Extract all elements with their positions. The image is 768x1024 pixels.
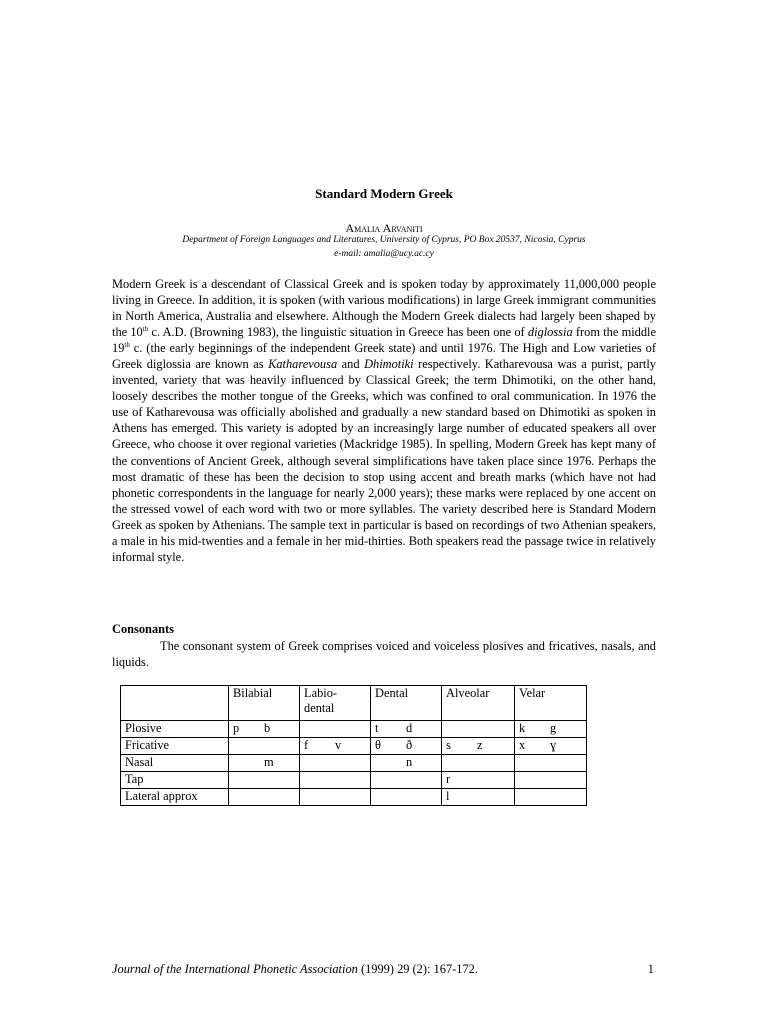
- phoneme: x: [519, 738, 526, 752]
- phoneme: k: [519, 721, 526, 735]
- table-cell: r: [442, 772, 515, 789]
- table-cell: [515, 721, 587, 738]
- table-cell: [371, 755, 442, 772]
- table-cell: [515, 789, 587, 806]
- table-row: [121, 772, 587, 789]
- consonants-paragraph: [112, 638, 656, 670]
- table-header-cell: Dental: [371, 686, 442, 721]
- phoneme: s: [446, 738, 451, 752]
- paper-title: Standard Modern Greek: [315, 186, 453, 201]
- table-cell: [300, 772, 371, 789]
- table-cell: [229, 772, 300, 789]
- table-cell: [300, 738, 371, 755]
- manner-label: Nasal: [121, 755, 229, 772]
- intro-text: Modern Greek is a descendant of Classical Greek and is spoken today by approximately 11,000,000 people living in Greece. In addition, it is spoken (with various modifications) in large Greek immigrant communities in North America, Australia and elsewhere. Although the Modern Greek dialects had largely been shaped by the 10: [112, 277, 656, 340]
- table-cell: [371, 721, 442, 738]
- intro-text: from the middle 19: [112, 325, 656, 356]
- table-header-row: [121, 686, 587, 721]
- phoneme: θ: [375, 738, 381, 752]
- table-cell: [442, 755, 515, 772]
- table-cell: [442, 738, 515, 755]
- phoneme: n: [406, 755, 413, 769]
- table-header-cell: Bilabial: [229, 686, 300, 721]
- table-cell: [515, 772, 587, 789]
- table-header-cell: Alveolar: [442, 686, 515, 721]
- manner-label: Fricative: [121, 738, 229, 755]
- table-row: [121, 789, 587, 806]
- table-cell: [515, 755, 587, 772]
- table-cell: [300, 755, 371, 772]
- page-footer: [112, 962, 656, 977]
- phoneme: t: [375, 721, 379, 735]
- journal-citation: (1999) 29 (2): 167-172.: [357, 962, 478, 976]
- table-cell: [229, 755, 300, 772]
- manner-label: Lateral approx: [121, 789, 229, 806]
- term-diglossia: diglossia: [527, 325, 573, 340]
- table-header-cell: Labio- dental: [300, 686, 371, 721]
- phoneme: p: [233, 721, 240, 735]
- table-row: [121, 755, 587, 772]
- journal-name: Journal of the International Phonetic Association: [112, 962, 358, 976]
- table-header-cell: [121, 686, 229, 721]
- phoneme: ð: [406, 738, 413, 752]
- consonants-text: The consonant system of Greek comprises voiced and voiceless plosives and fricatives, nasals, and liquids.: [112, 639, 656, 670]
- phoneme: b: [264, 721, 271, 735]
- table-cell: [371, 772, 442, 789]
- table-cell: [229, 721, 300, 738]
- intro-text: c. (the early beginnings of the independent Greek state) and until 1976. The High and Low varieties of Greek diglossia are known as: [112, 341, 656, 372]
- manner-label: Tap: [121, 772, 229, 789]
- phoneme: d: [406, 721, 413, 735]
- phoneme: z: [477, 738, 483, 752]
- table-cell: [229, 789, 300, 806]
- intro-text: c. A.D. (Browning 1983), the linguistic situation in Greece has been one of: [148, 325, 528, 340]
- phoneme: m: [264, 755, 274, 769]
- phoneme: v: [335, 738, 342, 752]
- author-email: e-mail: amalia@ucy.ac.cy: [334, 249, 434, 259]
- phoneme: g: [550, 721, 557, 735]
- phoneme: f: [304, 738, 309, 752]
- table-cell: l: [442, 789, 515, 806]
- table-row: [121, 738, 587, 755]
- superscript: th: [124, 341, 130, 350]
- table-cell: [371, 738, 442, 755]
- table-header-cell: Velar: [515, 686, 587, 721]
- table-cell: [442, 721, 515, 738]
- table-cell: [300, 789, 371, 806]
- table-cell: [300, 721, 371, 738]
- section-heading-consonants: Consonants: [112, 622, 174, 636]
- author-affiliation: Department of Foreign Languages and Literatures, University of Cyprus, PO Box 20537, Nicosia, Cyprus: [182, 235, 586, 245]
- phoneme: ɣ: [550, 738, 557, 752]
- author-name: Amalia Arvaniti: [345, 221, 423, 235]
- term-dhimotiki: Dhimotiki: [364, 357, 414, 372]
- table-cell: [515, 738, 587, 755]
- table-cell: [371, 789, 442, 806]
- page-number: 1: [647, 962, 654, 976]
- manner-label: Plosive: [121, 721, 229, 738]
- intro-text: respectively. Katharevousa was a purist, partly invented, variety that was heavily influenced by Classical Greek; the term Dhimotiki, on the other hand, loosely describes the mother tongue of the Greeks, which was confined to oral communication. In 1976 the use of Katharevousa was officially abolished and gradually a new standard based on Dhimotiki as spoken in Athens has emerged. This variety is adopted by an increasingly large number of educated speakers all over Greece, who choose it over regional varieties (Mackridge 1985). In spelling, Modern Greek has kept many of the conventions of Ancient Greek, although several simplifications have taken place since 1976. Perhaps the most dramatic of these has been the decision to stop using accent and breath marks (which have not had phonetic correspondents in the language for nearly 2,000 years); these marks were replaced by one accent on the stressed vowel of each word with two or more syllables. The variety described here is Standard Modern Greek as spoken by Athenians. The sample text in particular is based on recordings of two Athenian speakers, a male in his mid-twenties and a female in her mid-thirties. Both speakers read the passage twice in relatively informal style.: [112, 357, 656, 564]
- term-katharevousa: Katharevousa: [268, 357, 338, 372]
- intro-text: and: [337, 357, 365, 372]
- intro-paragraph: [112, 276, 656, 565]
- consonant-table: [120, 685, 587, 806]
- table-row: [121, 721, 587, 738]
- table-cell: [229, 738, 300, 755]
- superscript: th: [142, 325, 149, 334]
